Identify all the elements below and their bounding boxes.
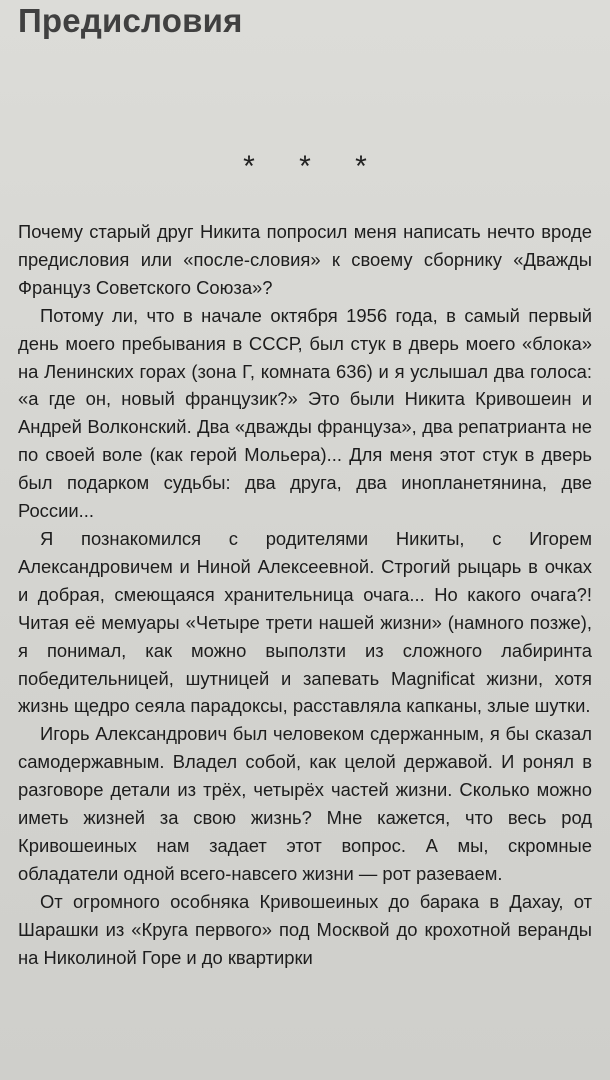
paragraph-3: Я познакомился с родителями Никиты, с Игорем Александровичем и Ниной Алексеевной. Строгий рыцарь в очках и добрая, смеющаяся хранительница очага... Но какого очага?! Читая её мемуары «Четыре трети нашей жизни» (намного позже), я понимал, как можно выползти из сложного лабиринта победительницей, шутницей и запевать Magnificat жизни, хотя жизнь щедро сеяла парадоксы, расставляла капканы, злые шутки.	[18, 527, 592, 717]
section-separator: * * *	[243, 150, 385, 183]
body-text	[18, 218, 592, 971]
paragraph-5: От огромного особняка Кривошеиных до барака в Дахау, от Шарашки из «Круга первого» под Москвой до крохотной веранды на Николиной Горе и до квартирки	[18, 890, 592, 968]
paragraph-1: Почему старый друг Никита попросил меня написать нечто вроде предисловия или «после-словия» к своему сборнику «Дважды Француз Советского Союза»?	[18, 221, 592, 298]
paragraph-4: Игорь Александрович был человеком сдержанным, я бы сказал самодержавным. Владел собой, как целой державой. И ронял в разговоре детали из трёх, четырёх частей жизни. Сколько можно иметь жизней за свою жизнь? Мне кажется, что весь род Кривошеиных нам задает этот вопрос. А мы, скромные обладатели одной всего-навсего жизни — рот разеваем.	[18, 723, 592, 884]
section-title: Предисловия	[18, 2, 243, 39]
paragraph-2: Потому ли, что в начале октября 1956 года, в самый первый день моего пребывания в СССР, был стук в дверь моего «блока» на Ленинских горах (зона Г, комната 636) и я услышал два голоса: «а где он, новый французик?» Это были Никита Кривошеин и Андрей Волконский. Два «дважды француза», два репатрианта не по своей воле (как герой Мольера)... Для меня этот стук в дверь был подарком судьбы: два друга, два инопланетянина, две России...	[18, 304, 592, 522]
